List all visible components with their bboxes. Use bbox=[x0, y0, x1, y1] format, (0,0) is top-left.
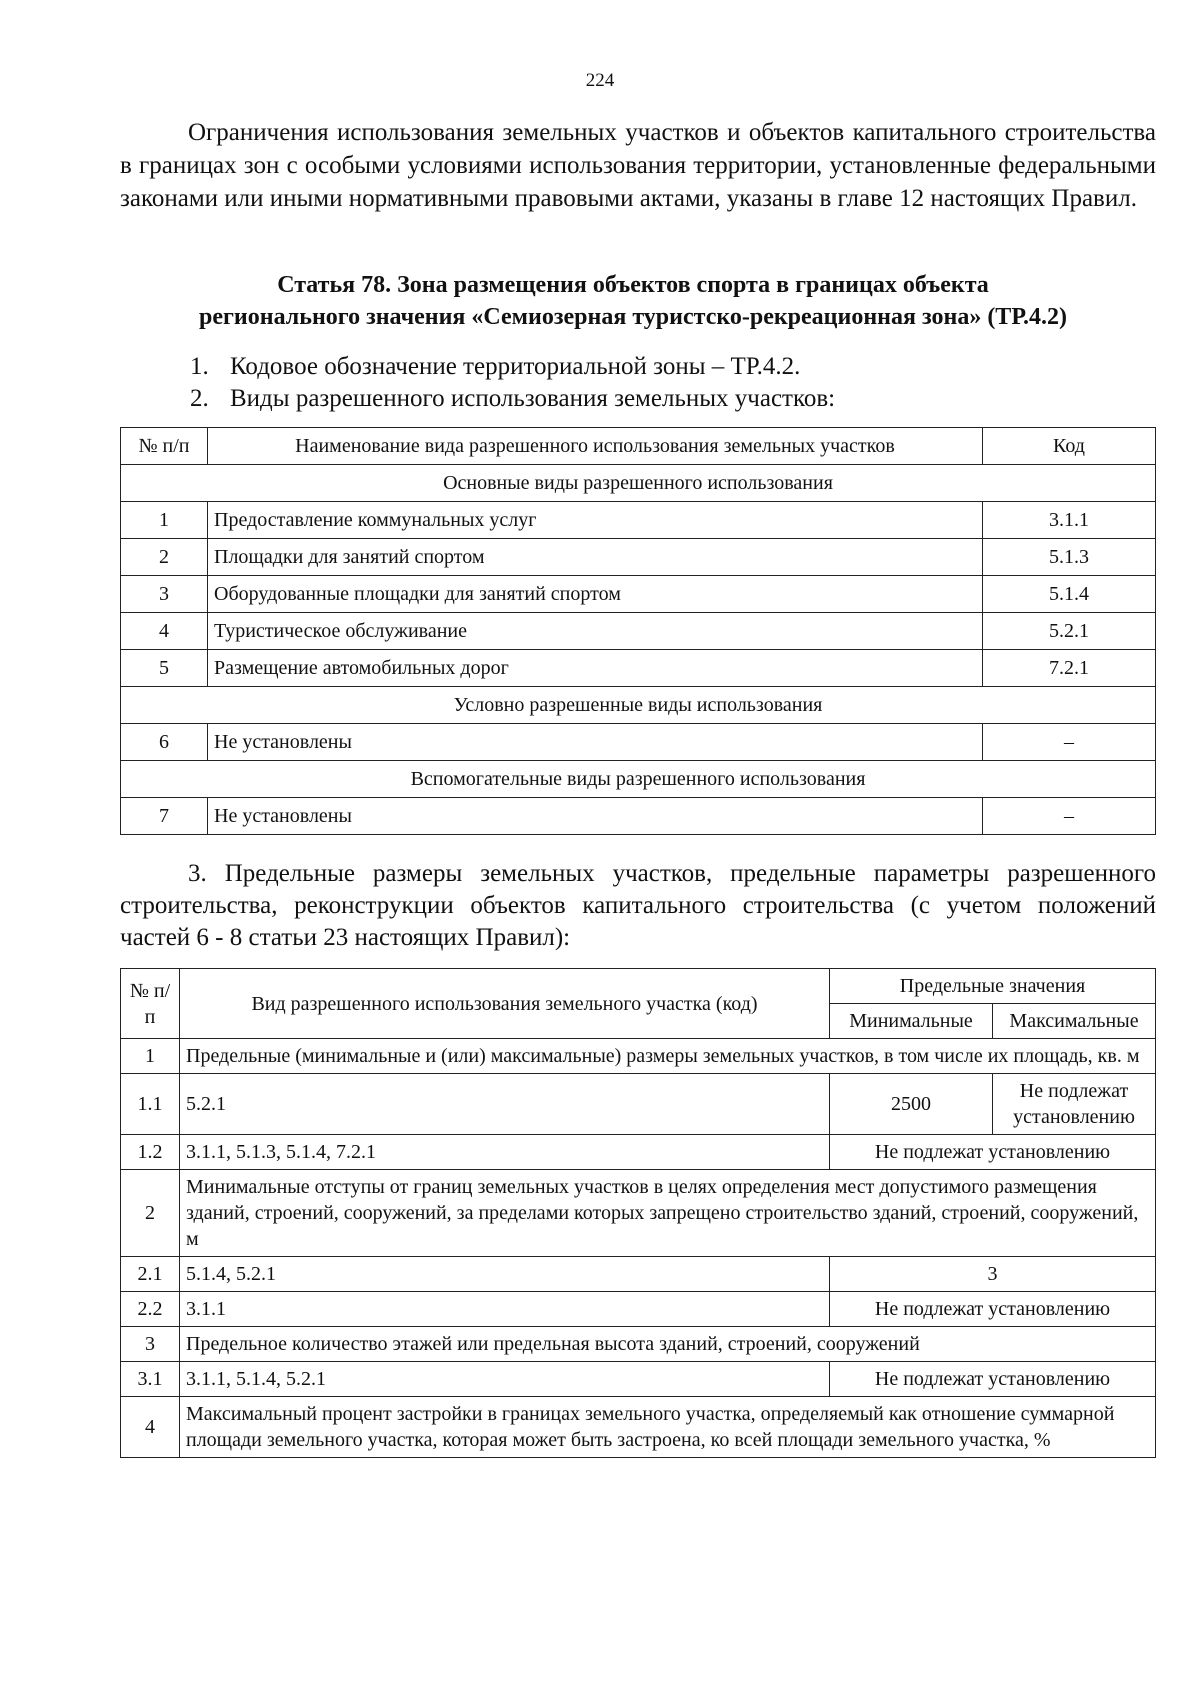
row-number: 2.1 bbox=[121, 1257, 180, 1292]
table-row bbox=[121, 1257, 1156, 1292]
row-number: 2 bbox=[121, 1170, 180, 1257]
row-code: 5.1.4 bbox=[983, 576, 1156, 613]
row-name: Не установлены bbox=[208, 798, 983, 835]
table-row bbox=[121, 724, 1156, 761]
row-codes: 3.1.1, 5.1.4, 5.2.1 bbox=[180, 1362, 830, 1397]
row-number: 5 bbox=[121, 650, 208, 687]
header-kind: Вид разрешенного использования земельного участка (код) bbox=[180, 969, 830, 1039]
article-title-line-2: регионального значения «Семиозерная туристско-рекреационная зона» (ТР.4.2) bbox=[199, 304, 1067, 330]
table-row bbox=[121, 1362, 1156, 1397]
header-number: № п/п bbox=[121, 969, 180, 1039]
table-row bbox=[121, 650, 1156, 687]
table-header-row bbox=[121, 428, 1156, 465]
row-codes: 3.1.1, 5.1.3, 5.1.4, 7.2.1 bbox=[180, 1135, 830, 1170]
header-max: Максимальные bbox=[993, 1004, 1156, 1039]
table-row bbox=[121, 798, 1156, 835]
row-min: 2500 bbox=[830, 1074, 993, 1135]
row-number: 1 bbox=[121, 502, 208, 539]
intro-paragraph: Ограничения использования земельных участков и объектов капитального строительства в границах зон с особыми условиями использования территории, установленные федеральными законами или иными нормативными правовыми актами, указаны в главе 12 настоящих Правил. bbox=[120, 119, 1156, 212]
header-name: Наименование вида разрешенного использования земельных участков bbox=[208, 428, 983, 465]
header-number: № п/п bbox=[121, 428, 208, 465]
row-value: Не подлежат установлению bbox=[830, 1135, 1156, 1170]
section-row bbox=[121, 465, 1156, 502]
row-number: 1 bbox=[121, 1039, 180, 1074]
article-title-line-1: Статья 78. Зона размещения объектов спорта в границах объекта bbox=[277, 272, 989, 298]
table-row bbox=[121, 1327, 1156, 1362]
row-text: Максимальный процент застройки в границах земельного участка, определяемый как отношение суммарной площади земельного участка, которая может быть застроена, ко всей площади земельного участка, % bbox=[180, 1397, 1156, 1458]
row-number: 3 bbox=[121, 1327, 180, 1362]
row-text: Предельное количество этажей или предельная высота зданий, строений, сооружений bbox=[180, 1327, 1156, 1362]
row-number: 4 bbox=[121, 1397, 180, 1458]
row-code: 3.1.1 bbox=[983, 502, 1156, 539]
row-code: 7.2.1 bbox=[983, 650, 1156, 687]
list-item-text: Кодовое обозначение территориальной зоны – ТР.4.2. bbox=[230, 353, 801, 380]
page-number: 224 bbox=[585, 70, 615, 91]
row-text: Минимальные отступы от границ земельных участков в целях определения мест допустимого размещения зданий, строений, сооружений, за пределами которых запрещено строительство зданий, строений, сооружений, м bbox=[180, 1170, 1156, 1257]
row-number: 1.2 bbox=[121, 1135, 180, 1170]
land-use-table bbox=[120, 427, 1156, 835]
row-number: 2 bbox=[121, 539, 208, 576]
parameters-table bbox=[120, 968, 1156, 1458]
header-min: Минимальные bbox=[830, 1004, 993, 1039]
table-row bbox=[121, 1292, 1156, 1327]
row-value: Не подлежат установлению bbox=[830, 1292, 1156, 1327]
table-row bbox=[121, 1170, 1156, 1257]
section-conditional-title: Условно разрешенные виды использования bbox=[121, 687, 1156, 724]
row-value: 3 bbox=[830, 1257, 1156, 1292]
row-codes: 5.2.1 bbox=[180, 1074, 830, 1135]
list-item-1 bbox=[190, 352, 800, 382]
row-number: 1.1 bbox=[121, 1074, 180, 1135]
row-name: Не установлены bbox=[208, 724, 983, 761]
table-row bbox=[121, 539, 1156, 576]
table-row bbox=[121, 1074, 1156, 1135]
table-row bbox=[121, 1135, 1156, 1170]
table-row bbox=[121, 1039, 1156, 1074]
section-row bbox=[121, 687, 1156, 724]
table-row bbox=[121, 502, 1156, 539]
list-item-2 bbox=[190, 384, 835, 414]
row-number: 2.2 bbox=[121, 1292, 180, 1327]
section-auxiliary-title: Вспомогательные виды разрешенного использования bbox=[121, 761, 1156, 798]
row-name: Размещение автомобильных дорог bbox=[208, 650, 983, 687]
row-number: 3 bbox=[121, 576, 208, 613]
row-name: Площадки для занятий спортом bbox=[208, 539, 983, 576]
section-row bbox=[121, 761, 1156, 798]
row-code: – bbox=[983, 724, 1156, 761]
row-number: 4 bbox=[121, 613, 208, 650]
row-name: Предоставление коммунальных услуг bbox=[208, 502, 983, 539]
row-number: 7 bbox=[121, 798, 208, 835]
table-header-row bbox=[121, 969, 1156, 1004]
row-text: Предельные (минимальные и (или) максимальные) размеры земельных участков, в том числе их площадь, кв. м bbox=[180, 1039, 1156, 1074]
row-name: Туристическое обслуживание bbox=[208, 613, 983, 650]
header-limits: Предельные значения bbox=[830, 969, 1156, 1004]
row-codes: 5.1.4, 5.2.1 bbox=[180, 1257, 830, 1292]
table-row bbox=[121, 1397, 1156, 1458]
article-title bbox=[110, 269, 1156, 333]
list-item-number: 2. bbox=[190, 385, 209, 412]
header-code: Код bbox=[983, 428, 1156, 465]
list-item-text: Виды разрешенного использования земельных участков: bbox=[230, 385, 836, 412]
row-code: 5.1.3 bbox=[983, 539, 1156, 576]
row-value: Не подлежат установлению bbox=[830, 1362, 1156, 1397]
row-number: 3.1 bbox=[121, 1362, 180, 1397]
table-row bbox=[121, 613, 1156, 650]
row-max: Не подлежат установлению bbox=[993, 1074, 1156, 1135]
table-row bbox=[121, 576, 1156, 613]
paragraph-3: 3. Предельные размеры земельных участков, предельные параметры разрешенного строительства, реконструкции объектов капитального строительства (с учетом положений частей 6 - 8 статьи 23 настоящих Правил): bbox=[120, 860, 1156, 951]
row-code: – bbox=[983, 798, 1156, 835]
section-main-title: Основные виды разрешенного использования bbox=[121, 465, 1156, 502]
row-name: Оборудованные площадки для занятий спортом bbox=[208, 576, 983, 613]
row-codes: 3.1.1 bbox=[180, 1292, 830, 1327]
list-item-number: 1. bbox=[190, 353, 209, 380]
row-code: 5.2.1 bbox=[983, 613, 1156, 650]
row-number: 6 bbox=[121, 724, 208, 761]
